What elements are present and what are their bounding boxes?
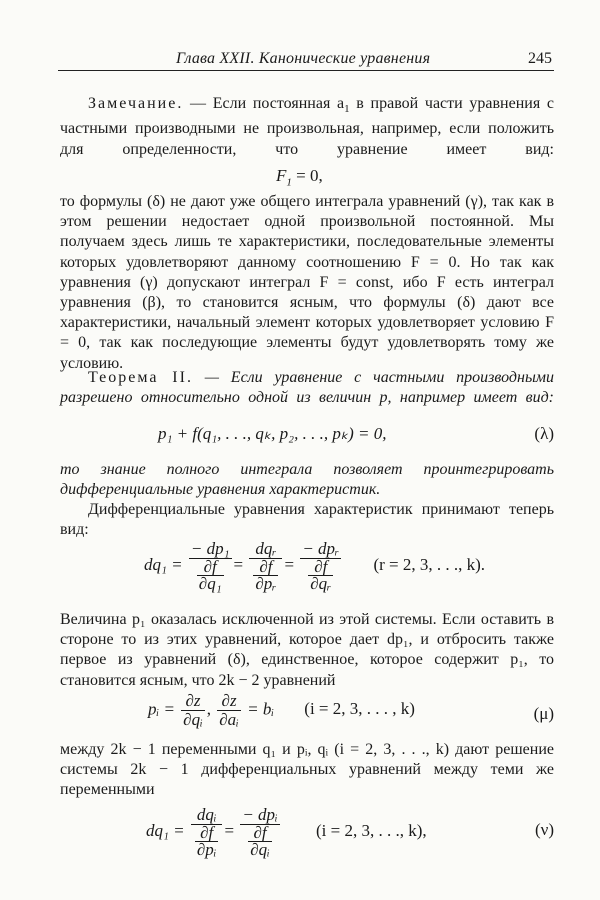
page-number: 245 [528,50,552,67]
equation-nu: dq₁ = $\frac{\text{dqᵢ}}{\frac{\partial f}{\text{∂pᵢ}}}$ = $\frac{\text{− dpᵢ}}{\frac{\partial f}{\text{∂qᵢ}}}$ (i = 2, 3, . . ., k), [146,805,427,859]
theorem-statement: — Если уравнение с частными производными разрешено относительно одной из величин p, например имеет вид: [60,369,554,407]
equation-lambda: p₁ + f(q₁, . . ., qₖ, p₂, . . ., pₖ) = 0, [158,424,387,443]
paragraph-characteristics: то формулы (δ) не дают уже общего интеграла уравнений (γ), так как в этом решении недостает одной произвольной постоянной. Мы получаем здесь лишь те характеристики, последовательные элементы которых удовлетворяют данному соотношению F = 0. Но так как уравнения (γ) допускают интеграл F = const, ибо F есть интеграл уравнения (β), то становится ясным, что формулы (δ) дают все характеристики, начальный элемент которых удовлетворяет условию F = 0, так как последующие элементы будут удовлетворять тому же условию. [60,193,554,372]
paragraph-excluded-p1: Величина p₁ оказалась исключенной из этой системы. Если оставить в стороне то из этих уравнений, которое дает dp₁, и отбросить также первое из уравнений (δ), единственное, которое содержит p₁, то становится ясным, что 2k − 2 уравнений [60,611,554,689]
paragraph-solution: между 2k − 1 переменными q₁ и pᵢ, qᵢ (i = 2, 3, . . ., k) дают решение системы 2k − 1 дифференциальных уравнений между теми же переменными [60,741,554,799]
running-head: Глава XXII. Канонические уравнения [176,50,431,67]
page-header [58,48,554,71]
equation-number-mu: (μ) [533,704,554,723]
equation-number-lambda: (λ) [534,424,554,443]
theorem-conclusion: то знание полного интеграла позволяет проинтегрировать дифференциальные уравнения характеристик. [60,461,554,499]
remark-label: Замечание. [88,95,184,112]
equation-number-nu: (ν) [534,820,554,839]
theorem-paragraph [60,368,554,408]
equation-f1: $F_1 = 0$, [276,166,323,189]
equation-characteristics: dq₁ = $\frac{\text{− dp₁}}{\frac{\partial f}{\text{∂q₁}}}$ = $\frac{\text{dqᵣ}}{\frac{\partial f}{\text{∂pᵣ}}}$ = $\frac{\text{− dpᵣ}}{\frac{\partial f}{\text{∂qᵣ}}}$ (r = 2, 3, . . ., k). [144,539,486,593]
equation-mu: pᵢ = $\frac{\partial z}{\text{∂qᵢ}}$ , $\frac{\partial z}{\text{∂aᵢ}}$ = bᵢ (i = 2, 3, . . . , k) [148,691,415,729]
remark-paragraph: Замечание. — Если постоянная $a_1$ в правой части уравнения с частными производными не произвольная, например, если положить для определенности, что уравнение имеет вид: [60,95,555,158]
theorem-label: Теорема II. [88,369,193,386]
paragraph-char-equations: Дифференциальные уравнения характеристик принимают теперь вид: [60,501,554,539]
